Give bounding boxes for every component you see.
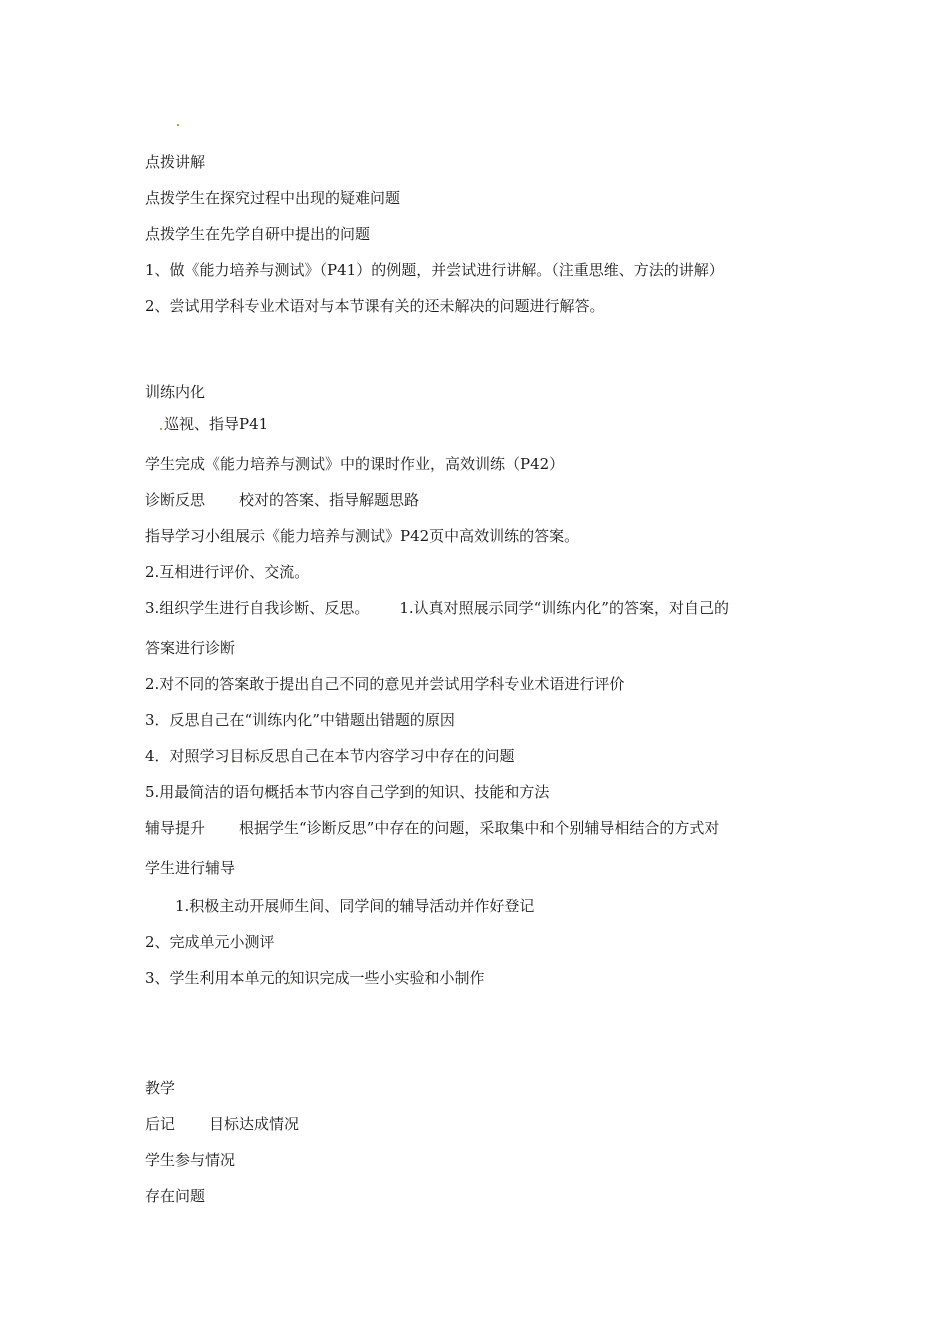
text-segment: 1.认真对照展示同学“训练内化”的答案，对自己的: [399, 599, 729, 617]
text-line: [145, 490, 419, 510]
text-line: [145, 818, 719, 838]
text-line: 指导学习小组展示《能力培养与测试》P42页中高效训练的答案。: [145, 527, 580, 545]
text-line: 2、尝试用学科专业术语对与本节课有关的还未解决的问题进行解答。: [145, 297, 605, 315]
text-line: 1、做《能力培养与测试》（P41）的例题，并尝试进行讲解。（注重思维、方法的讲解）: [145, 261, 724, 279]
text-line: 1.积极主动开展师生间、同学间的辅导活动并作好登记: [175, 897, 535, 915]
text-line: 巡视、指导P41: [164, 415, 269, 433]
text-line: 2.对不同的答案敢于提出自己不同的意见并尝试用学科专业术语进行评价: [145, 675, 625, 693]
text-line: 答案进行诊断: [145, 639, 236, 657]
text-line: 2.互相进行评价、交流。: [145, 563, 310, 581]
section-heading-teaching: 教学: [145, 1079, 176, 1097]
text-line: 点拨学生在先学自研中提出的问题: [145, 225, 371, 243]
text-line: 2、完成单元小测评: [145, 933, 275, 951]
section-heading-training: 训练内化: [145, 383, 206, 401]
text-line: [145, 1114, 299, 1134]
section-heading-postscript: 后记: [145, 1115, 176, 1133]
text-line: 学生完成《能力培养与测试》中的课时作业，高效训练（P42）: [145, 455, 565, 473]
text-segment: 3.组织学生进行自我诊断、反思。: [145, 599, 370, 617]
text-segment: 根据学生“诊断反思”中存在的问题，采取集中和个别辅导相结合的方式对: [239, 819, 720, 837]
text-line: 学生进行辅导: [145, 859, 236, 877]
text-line: 3．反思自己在“训练内化”中错题出错题的原因: [145, 711, 455, 729]
text-line: 5.用最简洁的语句概括本节内容自己学到的知识、技能和方法: [145, 783, 550, 801]
section-heading-guidance: 点拨讲解: [145, 153, 206, 171]
text-segment: 校对的答案、指导解题思路: [239, 491, 420, 509]
ink-dot: [160, 428, 162, 430]
text-line: 点拨学生在探究过程中出现的疑难问题: [145, 189, 401, 207]
text-line: 3、学生利用本单元的知识完成一些小实验和小制作: [145, 969, 485, 987]
section-heading-tutoring: 辅导提升: [145, 819, 206, 837]
text-line: [145, 598, 729, 618]
text-line: 学生参与情况: [145, 1151, 236, 1169]
text-line: 存在问题: [145, 1187, 206, 1205]
text-line: 4．对照学习目标反思自己在本节内容学习中存在的问题: [145, 747, 515, 765]
section-heading-diagnosis: 诊断反思: [145, 491, 206, 509]
ink-dot: [177, 124, 179, 126]
text-segment: 目标达成情况: [209, 1115, 300, 1133]
